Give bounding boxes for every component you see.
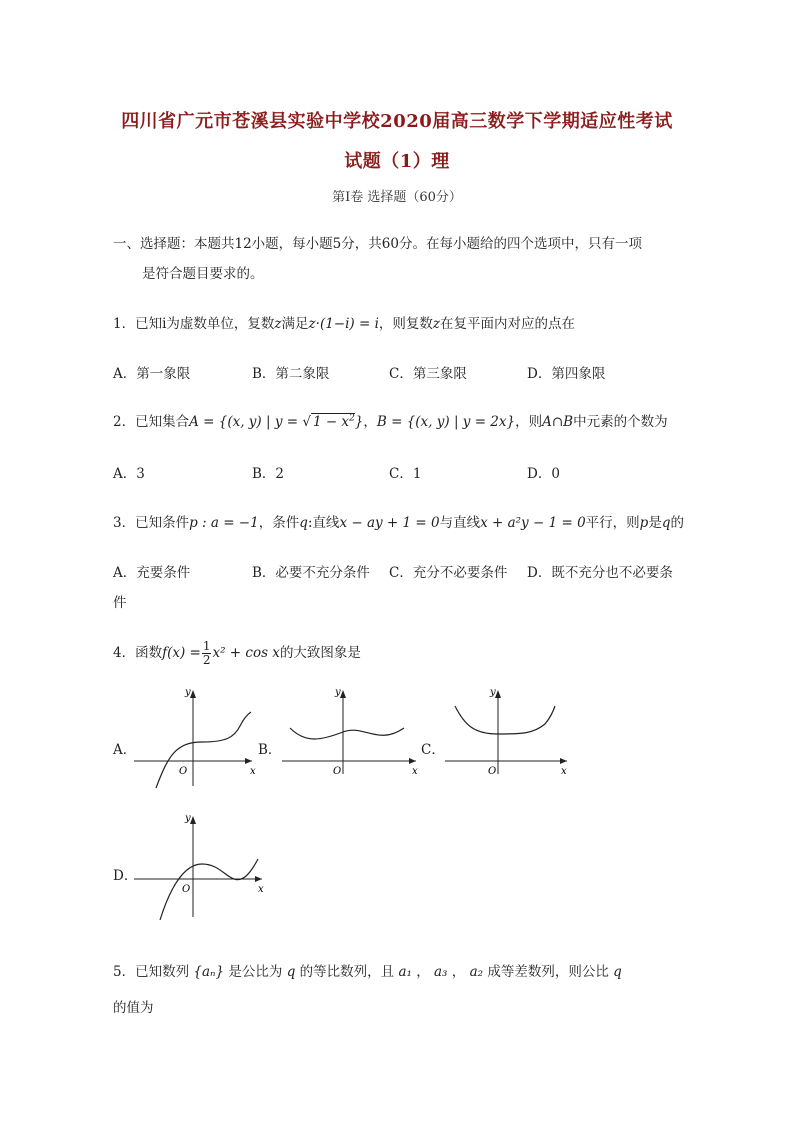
q1-option-b[interactable]: B．第二象限: [252, 366, 330, 382]
q1-option-d[interactable]: D．第四象限: [527, 366, 606, 382]
q3-text: 平行，则: [585, 515, 640, 531]
q2-sqrt-radicand: 1 − x: [312, 414, 350, 430]
question-2: [113, 410, 668, 430]
q5-term-a1: a₁: [398, 964, 412, 980]
q5-text: 的等比数列，且: [299, 964, 395, 980]
y-axis-label: y: [185, 687, 191, 698]
q3-option-b[interactable]: B．必要不充分条件: [252, 565, 370, 581]
q4-option-a-label[interactable]: A．: [113, 742, 137, 758]
q5-var-q: q: [286, 964, 296, 980]
q3-text: 的: [670, 515, 684, 531]
q4-graph-c[interactable]: [441, 686, 573, 778]
q2-option-b[interactable]: B．2: [252, 466, 285, 482]
x-axis-label: x: [561, 766, 567, 777]
q4-graph-d[interactable]: [130, 812, 270, 922]
q4-fraction: [202, 640, 212, 667]
q2-text: 2．已知集合: [113, 414, 190, 430]
q2-option-c[interactable]: C．1: [389, 466, 422, 482]
y-axis-label: y: [490, 687, 496, 698]
section-instructions-line1: 一、选择题：本题共12小题，每小题5分，共60分。在每小题给的四个选项中，只有一项: [113, 236, 642, 252]
q1-equation: z·(1−i) = i: [308, 316, 379, 332]
q4-graph-a[interactable]: [130, 686, 260, 790]
q3-line-2: x + a²y − 1 = 0: [480, 515, 586, 531]
q5-line2: 的值为: [113, 1000, 154, 1016]
q2-intersection: A∩B: [542, 414, 574, 430]
q2-option-a[interactable]: A．3: [113, 466, 145, 482]
q3-var-q: q: [661, 515, 671, 531]
q3-option-d-wrap: 件: [113, 595, 127, 611]
q1-text: ，则复数: [378, 316, 433, 332]
q3-var-p: p: [639, 515, 649, 531]
q3-text: 与直线: [439, 515, 481, 531]
q1-text: 在复平面内对应的点在: [440, 316, 576, 332]
q1-option-c[interactable]: C．第三象限: [389, 366, 467, 382]
q3-text: :直线: [307, 515, 340, 531]
exam-title-line2: 试题（1）理: [344, 151, 450, 172]
x-axis-label: x: [412, 766, 418, 777]
q4-fraction-denominator: 2: [202, 653, 211, 667]
q2-text: ，则: [515, 414, 543, 430]
q5-text: 成等差数列，则公比: [487, 964, 609, 980]
q5-sequence: {aₙ}: [193, 964, 225, 980]
q4-function-name: f(x) =: [162, 645, 201, 661]
q3-option-c[interactable]: C．充分不必要条件: [389, 565, 508, 581]
q3-text: 3．已知条件: [113, 515, 190, 531]
question-3: [113, 511, 684, 531]
q5-text: 是公比为: [228, 964, 283, 980]
x-axis-label: x: [258, 884, 264, 895]
q4-option-d-label[interactable]: D．: [113, 868, 138, 884]
q4-function-body: x² + cos x: [212, 645, 280, 661]
q3-condition-q: q: [299, 515, 308, 531]
q5-term-a2: a₂: [469, 964, 484, 980]
question-4: [113, 640, 361, 667]
y-axis-label: y: [185, 813, 191, 824]
q4-graph-b[interactable]: [278, 686, 423, 778]
question-5: [113, 960, 622, 980]
q2-text: ，: [363, 414, 377, 430]
q5-text: 5．已知数列: [113, 964, 190, 980]
q1-var-z: z: [432, 316, 441, 332]
q4-option-b-label[interactable]: B．: [258, 742, 282, 758]
exam-title-line1: 四川省广元市苍溪县实验中学校2020届高三数学下学期适应性考试: [121, 111, 673, 132]
q4-option-c-label[interactable]: C．: [421, 742, 445, 758]
q3-text: ，条件: [258, 515, 300, 531]
q1-option-a[interactable]: A．第一象限: [113, 366, 191, 382]
section-instructions-line2: 是符合题目要求的。: [142, 266, 264, 282]
q5-var-q: q: [613, 964, 622, 980]
q2-set-a-close: }: [354, 414, 364, 430]
q2-set-b: B = {(x, y) | y = 2x}: [376, 414, 516, 430]
q2-text: 中元素的个数为: [573, 414, 668, 430]
q4-fraction-numerator: 1: [202, 639, 211, 653]
q2-set-a: A = {(x, y) | y =: [189, 414, 303, 430]
origin-label: O: [333, 766, 342, 777]
x-axis-label: x: [250, 766, 256, 777]
q4-text: 的大致图象是: [279, 645, 361, 661]
q1-var-z: z: [274, 316, 282, 332]
q3-option-d[interactable]: D．既不充分也不必要条: [527, 565, 673, 581]
q3-line-1: x − ay + 1 = 0: [339, 515, 440, 531]
y-axis-label: y: [335, 687, 341, 698]
q3-text: 是: [648, 515, 662, 531]
section-subtitle: 第Ⅰ卷 选择题（60分）: [332, 190, 462, 205]
q2-option-d[interactable]: D．0: [527, 466, 560, 482]
q4-text: 4．函数: [113, 645, 163, 661]
origin-label: O: [179, 766, 188, 777]
q1-text: 1．已知i为虚数单位，复数: [113, 316, 275, 332]
origin-label: O: [182, 884, 191, 895]
q5-text: ，: [451, 964, 466, 980]
question-1: [113, 312, 575, 332]
q3-option-a[interactable]: A．充要条件: [113, 565, 191, 581]
origin-label: O: [488, 766, 497, 777]
q1-text: 满足: [281, 316, 309, 332]
q5-text: ，: [416, 964, 430, 980]
q5-term-a3: a₃: [434, 964, 448, 980]
q3-condition-p: p : a = −1: [189, 515, 259, 531]
q2-sqrt: √ $1 - x^2$: [302, 413, 355, 430]
